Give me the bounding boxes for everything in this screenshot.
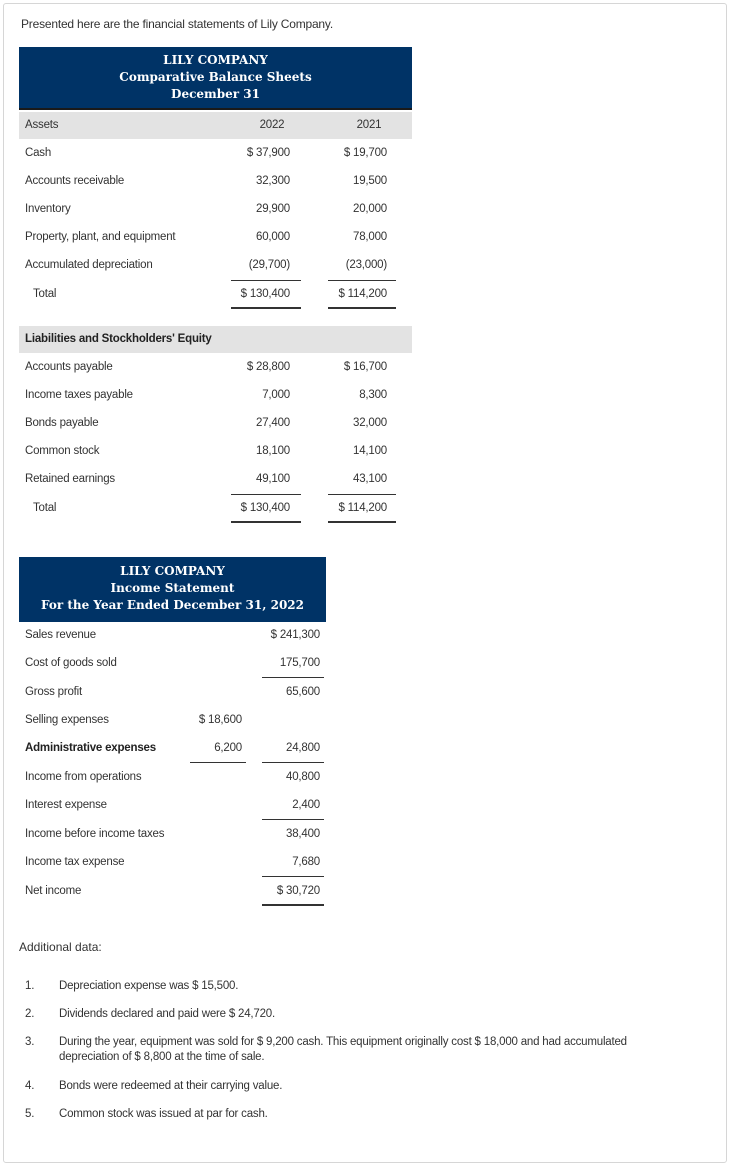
is-label-selling: Selling expenses [25,714,109,726]
is-sub-admin: 6,200 [214,742,242,754]
asset-2021-inventory: 20,000 [353,203,387,215]
asset-2022-ppe: 60,000 [256,231,290,243]
is-rule-admin-sub [190,762,246,763]
asset-2021-ppe: 78,000 [353,231,387,243]
year-2021-header: 2021 [356,119,382,131]
liab-2021-retained: 43,100 [353,473,387,485]
year-2022-header: 2022 [259,119,285,131]
liab-2021-itp: 8,300 [359,389,387,401]
asset-label-accum-dep: Accumulated depreciation [25,259,153,271]
asset-2022-inventory: 29,900 [256,203,290,215]
is-rule-admin-total [262,762,324,763]
additional-num-3: 3. [25,1036,35,1048]
assets-subtotal-rule-2021 [328,280,396,281]
asset-label-ar: Accounts receivable [25,175,125,187]
asset-2021-cash: $ 19,700 [343,147,387,159]
liab-label-bonds: Bonds payable [25,417,99,429]
assets-total-label: Total [33,288,57,300]
liab-2022-itp: 7,000 [262,389,290,401]
liab-label-ap: Accounts payable [25,361,113,373]
liab-subtotal-rule-2022 [231,494,301,495]
liab-label-retained: Retained earnings [25,473,115,485]
is-total-sales: $ 241,300 [270,629,320,641]
liab-2021-bonds: 32,000 [353,417,387,429]
is-total-cogs: 175,700 [279,657,320,669]
bs-title: Comparative Balance Sheets [119,70,312,84]
balance-sheet-header [19,47,412,110]
liab-2021-common: 14,100 [353,445,387,457]
is-label-sales: Sales revenue [25,629,96,641]
bs-company: LILY COMPANY [163,53,268,67]
asset-label-cash: Cash [25,147,52,159]
additional-item-1: Depreciation expense was $ 15,500. [59,980,239,992]
income-statement-header [19,557,326,622]
is-rule-interest [262,819,324,820]
is-label-before-tax: Income before income taxes [25,828,165,840]
is-label-operations: Income from operations [25,771,142,783]
is-rule-cogs [262,677,324,678]
is-rule-tax [262,876,324,877]
liab-label-itp: Income taxes payable [25,389,133,401]
additional-heading: Additional data: [19,940,102,954]
bs-date: December 31 [171,87,260,101]
is-period: For the Year Ended December 31, 2022 [40,598,304,612]
liab-total-rule-2021 [328,521,396,523]
assets-total-2021: $ 114,200 [338,288,387,300]
is-total-tax: 7,680 [292,856,320,868]
is-rule-net [262,904,324,906]
additional-item-3-line-1: During the year, equipment was sold for $ 9,200 cash. This equipment originally cost $ 18,000 and had accumulated [59,1036,627,1048]
additional-num-4: 4. [25,1080,35,1092]
liab-total-2022: $ 130,400 [240,502,290,514]
assets-subtotal-rule-2022 [231,280,301,281]
additional-item-3-line-2: depreciation of $ 8,800 at the time of sale. [59,1051,265,1063]
liab-total-label: Total [33,502,57,514]
liab-label-common: Common stock [25,445,100,457]
is-total-operations: 40,800 [286,771,320,783]
liab-2022-retained: 49,100 [256,473,290,485]
is-total-net: $ 30,720 [276,885,320,897]
is-sub-selling: $ 18,600 [198,714,242,726]
additional-item-4: Bonds were redeemed at their carrying value. [59,1080,283,1092]
assets-total-rule-2022 [231,307,301,309]
liab-2022-common: 18,100 [256,445,290,457]
liab-2022-ap: $ 28,800 [246,361,290,373]
assets-total-rule-2021 [328,307,396,309]
liab-2022-bonds: 27,400 [256,417,290,429]
is-label-cogs: Cost of goods sold [25,657,117,669]
is-total-before-tax: 38,400 [286,828,320,840]
liab-2021-ap: $ 16,700 [343,361,387,373]
additional-item-5: Common stock was issued at par for cash. [59,1108,268,1120]
additional-num-1: 1. [25,980,35,992]
is-total-admin: 24,800 [286,742,320,754]
is-label-admin: Administrative expenses [25,742,156,754]
asset-2022-accum-dep: (29,700) [248,259,290,271]
is-label-gross: Gross profit [25,686,83,698]
assets-heading: Assets [25,119,59,131]
liab-total-rule-2022 [231,521,301,523]
liab-total-2021: $ 114,200 [338,502,387,514]
additional-num-5: 5. [25,1108,35,1120]
problem-card [3,3,727,1163]
additional-num-2: 2. [25,1008,35,1020]
additional-item-2: Dividends declared and paid were $ 24,720. [59,1008,276,1020]
is-label-interest: Interest expense [25,799,107,811]
asset-2021-ar: 19,500 [353,175,387,187]
assets-total-2022: $ 130,400 [240,288,290,300]
asset-2022-cash: $ 37,900 [246,147,290,159]
is-total-gross: 65,600 [286,686,320,698]
asset-label-inventory: Inventory [25,203,71,215]
intro-text: Presented here are the financial statements of Lily Company. [21,17,333,31]
liabilities-heading: Liabilities and Stockholders' Equity [25,333,212,345]
is-company: LILY COMPANY [120,564,225,578]
asset-label-ppe: Property, plant, and equipment [25,231,176,243]
is-label-net: Net income [25,885,82,897]
is-total-interest: 2,400 [292,799,320,811]
is-label-tax: Income tax expense [25,856,125,868]
liab-subtotal-rule-2021 [328,494,396,495]
asset-2022-ar: 32,300 [256,175,290,187]
is-title: Income Statement [110,581,235,595]
asset-2021-accum-dep: (23,000) [345,259,387,271]
